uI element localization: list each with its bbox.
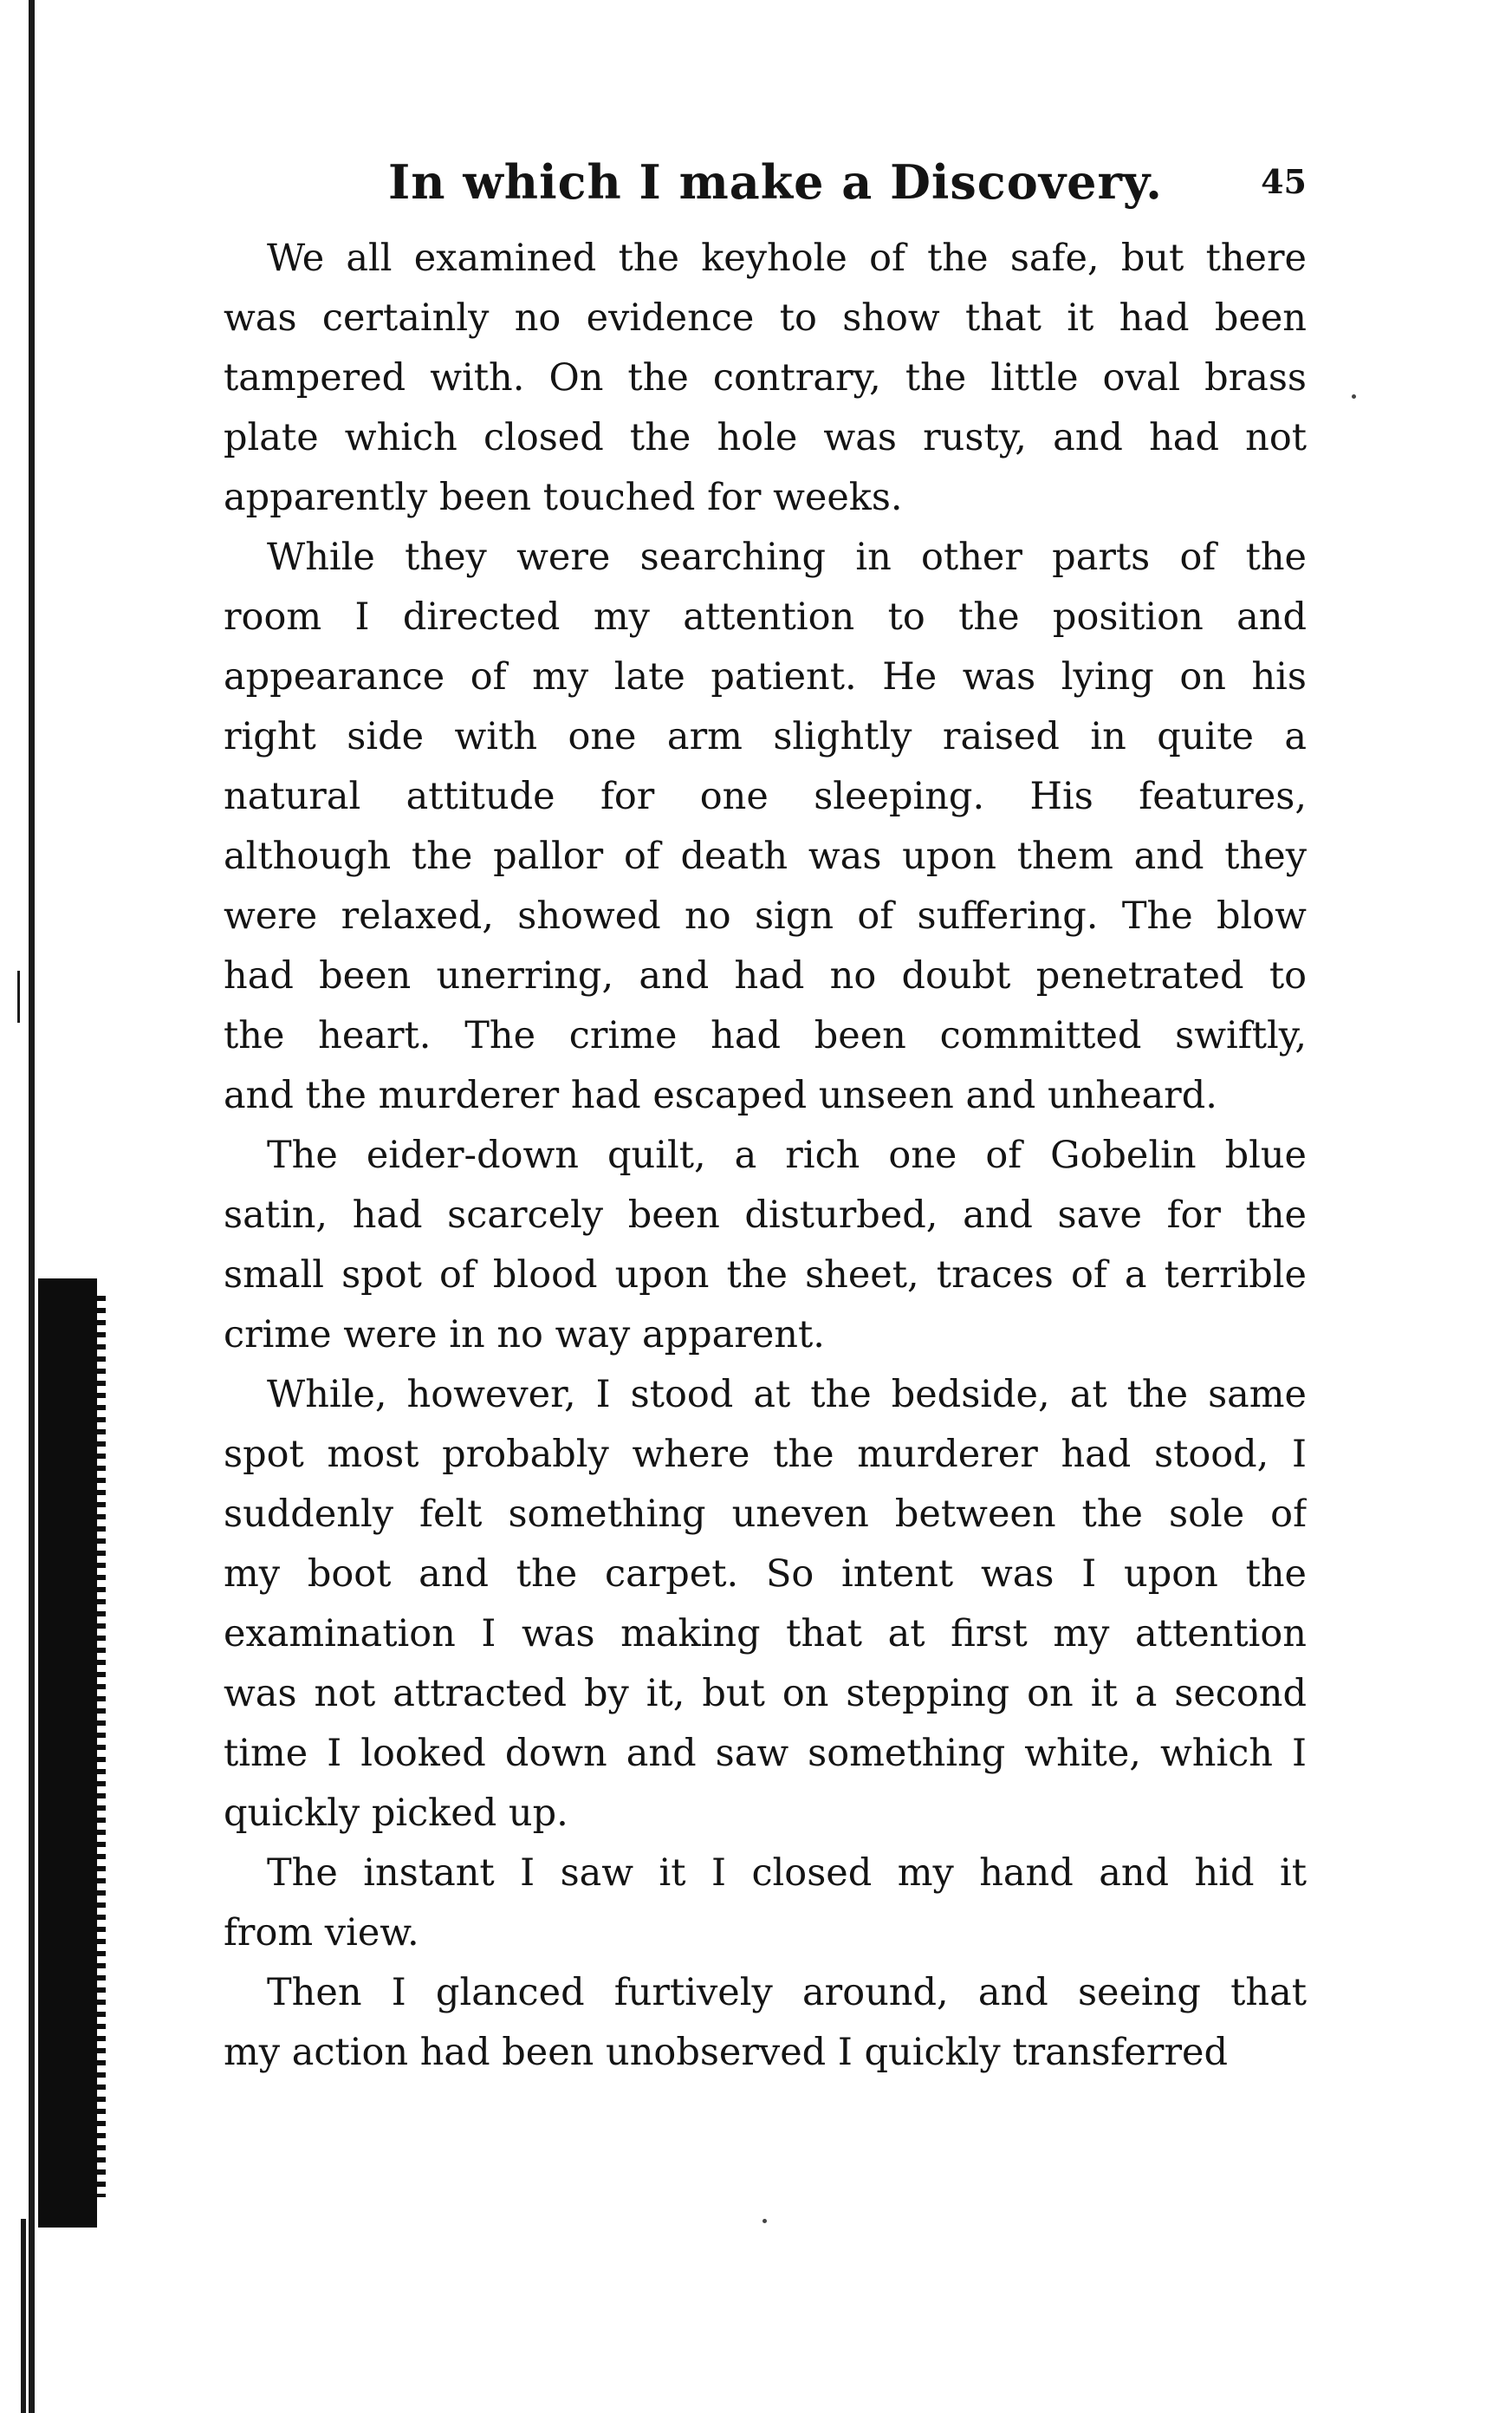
- paragraph: [224, 528, 1307, 1126]
- text-line: plate which closed the hole was rusty, and had not: [224, 416, 1307, 459]
- body-text: [224, 229, 1307, 2083]
- text-line: right side with one arm slightly raised in quite a: [224, 715, 1307, 758]
- text-line: suddenly felt something uneven between the sole of: [224, 1493, 1307, 1536]
- paragraph: [224, 229, 1307, 528]
- text-line: apparently been touched for weeks.: [224, 476, 903, 519]
- text-line: We all examined the keyhole of the safe, but there: [267, 237, 1307, 280]
- chapter-running-title: In which I make a Discovery.: [388, 154, 1163, 210]
- paragraph: [224, 1844, 1307, 1963]
- scan-edge-shadow: [38, 1278, 97, 2228]
- text-line: and the murderer had escaped unseen and unheard.: [224, 1074, 1217, 1117]
- text-line: room I directed my attention to the position and: [224, 595, 1307, 639]
- text-line: examination I was making that at first my attention: [224, 1612, 1307, 1655]
- text-line: While they were searching in other parts of the: [267, 536, 1307, 579]
- text-line: Then I glanced furtively around, and seeing that: [267, 1971, 1307, 2014]
- text-line: While, however, I stood at the bedside, at the same: [267, 1373, 1307, 1416]
- text-line: tampered with. On the contrary, the little oval brass: [224, 356, 1307, 400]
- text-line: from view.: [224, 1911, 419, 1954]
- text-line: The eider-down quilt, a rich one of Gobelin blue: [267, 1134, 1307, 1177]
- paragraph: [224, 1126, 1307, 1365]
- scan-edge-line-lower: [21, 2219, 26, 2413]
- page-number: 45: [1261, 162, 1307, 201]
- book-page: [224, 139, 1307, 2083]
- speck-mark: [762, 2219, 767, 2223]
- text-line: The instant I saw it I closed my hand and hid it: [267, 1851, 1307, 1895]
- text-line: spot most probably where the murderer had stood, I: [224, 1433, 1307, 1476]
- text-line: although the pallor of death was upon them and they: [224, 835, 1307, 878]
- text-line: small spot of blood upon the sheet, traces of a terrible: [224, 1253, 1307, 1297]
- text-line: quickly picked up.: [224, 1792, 568, 1835]
- text-line: satin, had scarcely been disturbed, and save for the: [224, 1193, 1307, 1237]
- text-line: my boot and the carpet. So intent was I upon the: [224, 1552, 1307, 1596]
- text-line: my action had been unobserved I quickly transferred: [224, 2031, 1229, 2074]
- paragraph: [224, 1365, 1307, 1844]
- text-line: crime were in no way apparent.: [224, 1313, 825, 1356]
- text-line: natural attitude for one sleeping. His features,: [224, 775, 1307, 818]
- text-line: appearance of my late patient. He was lying on his: [224, 655, 1307, 699]
- scan-edge-line: [29, 0, 35, 2413]
- text-line: was not attracted by it, but on stepping on it a second: [224, 1672, 1307, 1715]
- text-line: time I looked down and saw something white, which I: [224, 1732, 1307, 1775]
- running-head: [224, 139, 1307, 225]
- paragraph: [224, 1963, 1307, 2083]
- text-line: were relaxed, showed no sign of suffering. The blow: [224, 894, 1307, 938]
- scan-edge-mark: [17, 971, 20, 1023]
- speck-mark: [1352, 394, 1356, 399]
- text-line: had been unerring, and had no doubt penetrated to: [224, 954, 1307, 998]
- text-line: the heart. The crime had been committed swiftly,: [224, 1014, 1307, 1057]
- text-line: was certainly no evidence to show that it had been: [224, 296, 1307, 340]
